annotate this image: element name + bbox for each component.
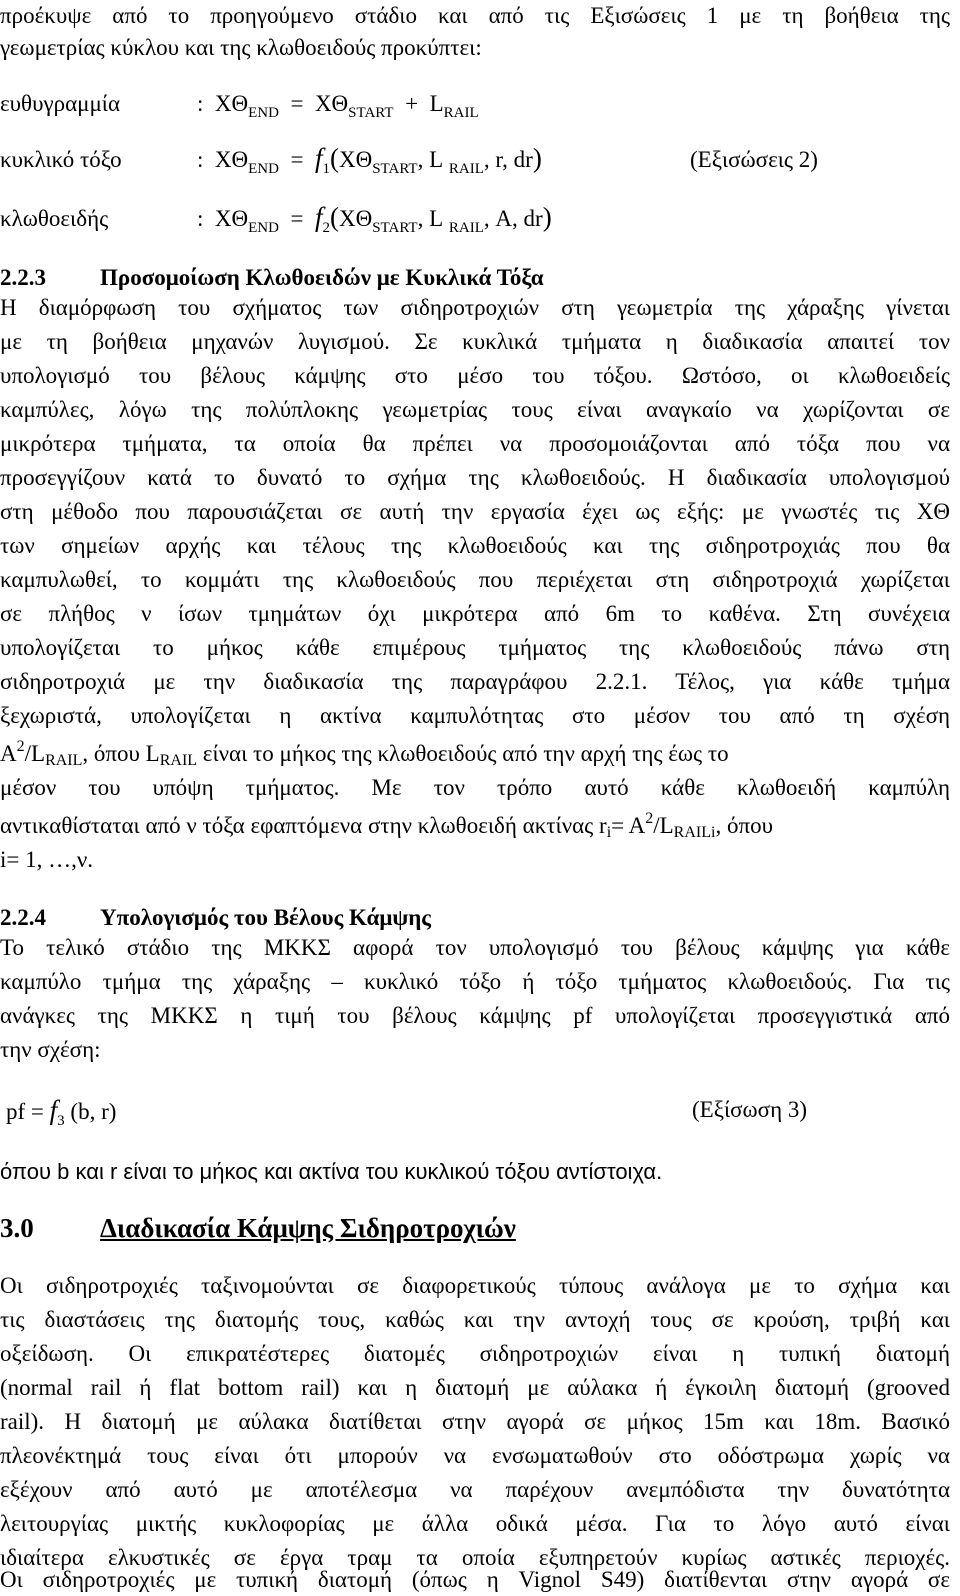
paragraph-line: μέσον του υπόψη τμήματος. Με τον τρόπο αυτό κάθε κλωθοειδή καμπύλη (0, 775, 950, 800)
equation-arc: : $X\Theta_{END} = f_1(X\Theta_{START}$, L $_{RAIL}$, r, dr) (197, 143, 542, 177)
paragraph-line: καμπύλο τμήμα της χάραξης – κυκλικό τόξο ή τόξο τμήματος κλωθοειδούς. Για τις (0, 969, 950, 994)
intro-line-1: προέκυψε από το προηγούμενο στάδιο και από τις Εξισώσεις 1 με τη βοήθεια της (0, 3, 950, 28)
paragraph-line: Το τελικό στάδιο της ΜΚΚΣ αφορά τον υπολογισμό του βέλους κάμψης για κάθε (0, 935, 950, 960)
paragraph-line: i= 1, …,ν. (0, 847, 94, 872)
paragraph-line: καμπύλες, λόγω της πολύπλοκης γεωμετρίας τους είναι αναγκαίο να χωρίζονται σε (0, 397, 950, 422)
equation-clothoid: : $X\Theta_{END} = f_2(X\Theta_{START}$, L $_{RAIL}$, A, dr) (197, 202, 552, 236)
paragraph-line: σε πλήθος ν ίσων τμημάτων όχι μικρότερα από 6m το καθένα. Στη συνέχεια (0, 601, 950, 626)
section-3-0-title: Διαδικασία Κάμψης Σιδηροτροχιών (100, 1213, 516, 1243)
equations-2-tag: (Εξισώσεις 2) (690, 147, 818, 172)
paragraph-line: εξέχουν από αυτό με αποτέλεσμα να παρέχουν ανεμπόδιστα την δυνατότητα (0, 1477, 950, 1502)
arc-label: κυκλικό τόξο (0, 147, 122, 172)
clothoid-label: κλωθοειδής (0, 206, 109, 231)
section-2-2-3-title: Προσομοίωση Κλωθοειδών με Κυκλικά Τόξα (100, 265, 544, 290)
paragraph-line: ξεχωριστά, υπολογίζεται η ακτίνα καμπυλότητας στο μέσον του από τη σχέση (0, 703, 950, 728)
section-2-2-4-title: Υπολογισμός του Βέλους Κάμψης (100, 905, 431, 930)
radius-formula-line: $A^2$/LRAIL, όπου LRAIL είναι το μήκος της κλωθοειδούς από την αρχή της έως το (0, 738, 729, 769)
section-2-2-3-number: 2.2.3 (0, 265, 46, 290)
paragraph-line: ιδιαίτερα ελκυστικές σε έργα τραμ τα οποία εξυπηρετούν κυρίως αστικές περιοχές. (0, 1545, 950, 1570)
paragraph-line: (normal rail ή flat bottom rail) και η διατομή με αύλακα ή έγκοιλη διατομή (grooved (0, 1375, 950, 1400)
paragraph-line: Οι σιδηροτροχιές ταξινομούνται σε διαφορετικούς τύπους ανάλογα με το σχήμα και (0, 1273, 950, 1298)
straight-label: ευθυγραμμία (0, 91, 121, 116)
paragraph-line: τις διαστάσεις της διατομής τους, καθώς και την αντοχή τους σε κρούση, τριβή και (0, 1307, 950, 1332)
paragraph-line: οξείδωση. Οι επικρατέστερες διατομές σιδηροτροχιών είναι η τυπική διατομή (0, 1341, 950, 1366)
paragraph-line: σιδηροτροχιά με την διαδικασία της παραγράφου 2.2.1. Τέλος, για κάθε τμήμα (0, 669, 950, 694)
paragraph-line: καμπυλωθεί, το κομμάτι της κλωθοειδούς που περιέχεται στη σιδηροτροχιά χωρίζεται (0, 567, 950, 592)
section-2-2-4-number: 2.2.4 (0, 905, 46, 930)
radius-ri-line: αντικαθίσταται από ν τόξα εφαπτόμενα στην κλωθοειδή ακτίνας $ri= A^2$/LRAILi, όπου (0, 810, 773, 841)
paragraph-line: την σχέση: (0, 1037, 101, 1062)
paragraph-line: όπου b και r είναι το μήκος και ακτίνα του κυκλικού τόξου αντίστοιχα. (0, 1159, 663, 1184)
paragraph-line: Η διαμόρφωση του σχήματος των σιδηροτροχιών στη γεωμετρία της χάραξης γίνεται (0, 295, 950, 320)
paragraph-line: στη μέθοδο που παρουσιάζεται σε αυτή την εργασία έχει ως εξής: με γνωστές τις ΧΘ (0, 499, 950, 524)
paragraph-line: Οι σιδηροτροχιές με τυπική διατομή (όπως η Vignol S49) διατίθενται στην αγορά σε (0, 1567, 950, 1592)
paragraph-line: rail). Η διατομή με αύλακα διατίθεται στην αγορά σε μήκος 15m και 18m. Βασικό (0, 1409, 950, 1434)
section-3-0-number: 3.0 (0, 1213, 34, 1243)
paragraph-line: των σημείων αρχής και τέλους της κλωθοειδούς και της σιδηροτροχιάς που θα (0, 533, 950, 558)
paragraph-line: με τη βοήθεια μηχανών λυγισμού. Σε κυκλικά τμήματα η διαδικασία απαιτεί τον (0, 329, 950, 354)
intro-line-2: γεωμετρίας κύκλου και της κλωθοειδούς προκύπτει: (0, 35, 482, 60)
paragraph-line: υπολογισμό του βέλους κάμψης στο μέσο του τόξου. Ωστόσο, οι κλωθοειδείς (0, 363, 950, 388)
equation-3-tag: (Εξίσωση 3) (692, 1097, 808, 1122)
equation-straight: : $X\Theta_{END} = X\Theta_{START} + L_{RAIL}$ (197, 91, 479, 121)
paragraph-line: πλεονέκτημά τους είναι ότι μπορούν να ενσωματωθούν στο οδόστρωμα χωρίς να (0, 1443, 950, 1468)
paragraph-line: λειτουργίας μικτής κυκλοφορίας με άλλα οδικά μέσα. Για το λόγο αυτό είναι (0, 1511, 950, 1536)
paragraph-line: μικρότερα τμήματα, τα οποία θα πρέπει να προσομοιάζονται από τόξα που να (0, 431, 950, 456)
paragraph-line: ανάγκες της ΜΚΚΣ η τιμή του βέλους κάμψης pf υπολογίζεται προσεγγιστικά από (0, 1003, 950, 1028)
paragraph-line: υπολογίζεται το μήκος κάθε επιμέρους τμήματος της κλωθοειδούς πάνω στη (0, 635, 950, 660)
equation-3: pf = $f_3$ (b, r) (6, 1095, 117, 1129)
paragraph-line: προσεγγίζουν κατά το δυνατό το σχήμα της κλωθοειδούς. Η διαδικασία υπολογισμού (0, 465, 950, 490)
